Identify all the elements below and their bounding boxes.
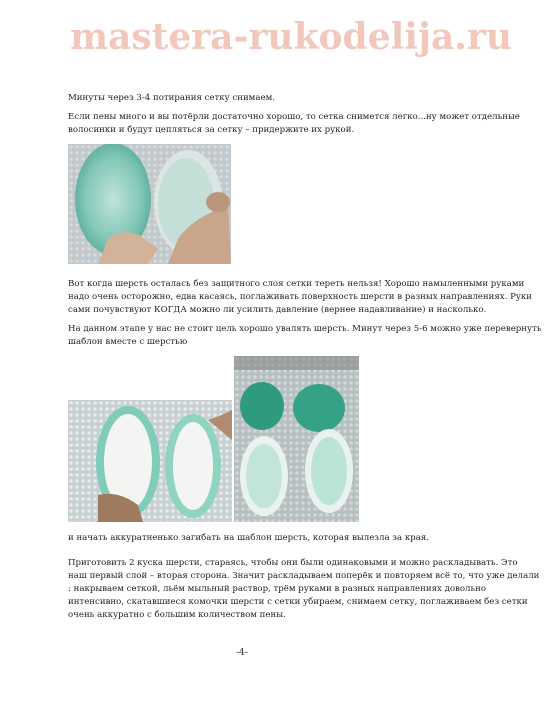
paragraph-remove-net: Минуты через 3-4 потирания сетку снимаем. <box>68 93 275 103</box>
paragraph-foam-line-1: Если пены много и вы потёрли достаточно хорошо, то сетка снимется легко...ну может отдельные <box>68 112 520 122</box>
photo-wool-pieces <box>234 356 359 522</box>
paragraph-no-rub-line-3: сами почувствуют КОГДА можно ли усилить давление (вернее надавливание) и насколько. <box>68 305 487 315</box>
paragraph-foam-line-2: волосинки и будут цепляться за сетку – придержите их рукой. <box>68 125 355 135</box>
paragraph-second-layer-line-1: Приготовить 2 куска шерсти, стараясь, чтобы они были одинаковыми и можно раскладывать. Это <box>68 558 518 568</box>
paragraph-second-layer-line-3: : накрываем сеткой, льём мыльный раствор, трём руками в разных направлениях довольно <box>68 584 487 594</box>
paragraph-no-rub-line-1: Вот когда шерсть осталась без защитного слоя сетки тереть нельзя! Хорошо намыленными руками <box>68 279 525 289</box>
paragraph-second-layer-line-4: интенсивно, скатавшиеся комочки шерсти с сетки убираем, снимаем сетку, поглаживаем без сетки <box>68 597 528 607</box>
paragraph-no-rub-line-2: надо очень осторожно, едва касаясь, поглаживать поверхность шерсти в разных направлениях. Руки <box>68 292 533 302</box>
page-number: -4- <box>236 648 248 658</box>
paragraph-second-layer-line-2: наш первый слой – вторая сторона. Значит раскладываем поперёк и повторяем всё то, что уже делали <box>68 571 540 581</box>
photo-felting-hand <box>68 144 231 264</box>
paragraph-stage-line-2: шаблон вместе с шерстью <box>68 337 188 347</box>
paragraph-fold-edges: и начать аккуратненько загибать на шаблон шерсть, которая вылезла за края. <box>68 533 429 543</box>
paragraph-stage-line-1: На данном этапе у нас не стоит цель хорошо увалять шерсть. Минут через 5-6 можно уже перевернуть <box>68 324 542 334</box>
paragraph-second-layer-line-5: очень аккуратно с большим количеством пены. <box>68 610 286 620</box>
site-watermark: mastera-rukodelija.ru <box>70 16 513 58</box>
photo-templates-flipped <box>68 400 232 522</box>
